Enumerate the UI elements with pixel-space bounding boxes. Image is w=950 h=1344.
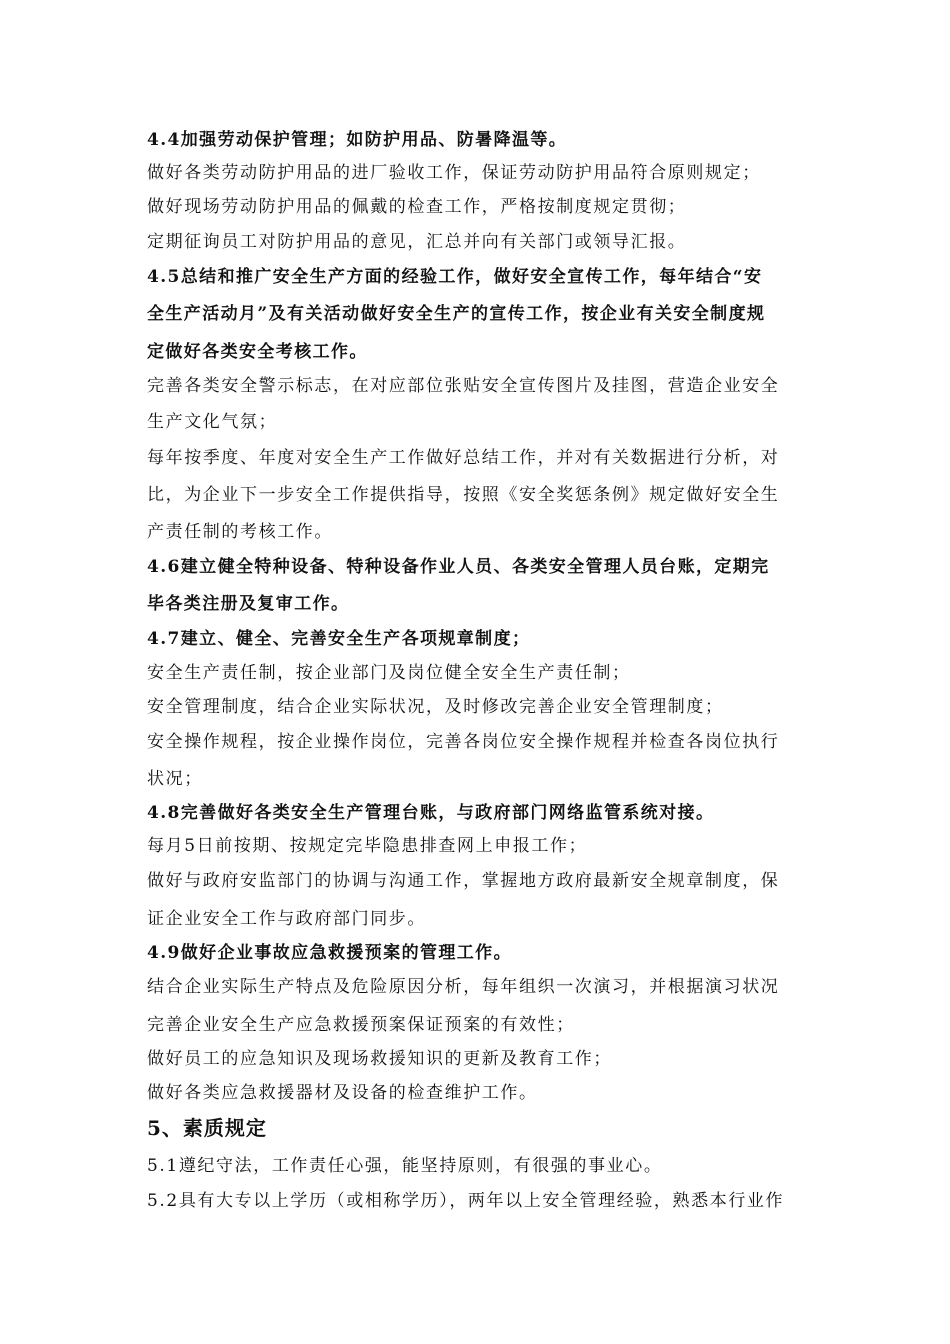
section-4-6-heading: 4.6建立健全特种设备、特种设备作业人员、各类安全管理人员台账，定期完	[147, 557, 770, 577]
paragraph-line: 生产文化气氛；	[147, 412, 278, 432]
section-4-7-heading: 4.7建立、健全、完善安全生产各项规章制度；	[147, 629, 531, 649]
paragraph-line: 做好员工的应急知识及现场救援知识的更新及教育工作；	[147, 1049, 612, 1069]
paragraph-line: 完善各类安全警示标志，在对应部位张贴安全宣传图片及挂图，营造企业安全	[147, 376, 780, 396]
section-5-heading: 5、素质规定	[147, 1116, 267, 1140]
section-4-5-heading: 全生产活动月”及有关活动做好安全生产的宣传工作，按企业有关安全制度规	[147, 304, 766, 324]
paragraph-line: 证企业安全工作与政府部门同步。	[147, 909, 426, 929]
paragraph-line: 每月5日前按期、按规定完毕隐患排查网上申报工作；	[147, 836, 588, 856]
section-4-8-heading: 4.8完善做好各类安全生产管理台账，与政府部门网络监管系统对接。	[147, 803, 715, 823]
paragraph-line: 5.1遵纪守法，工作责任心强，能坚持原则，有很强的事业心。	[147, 1156, 663, 1176]
paragraph-line: 比，为企业下一步安全工作提供指导，按照《安全奖惩条例》规定做好安全生	[147, 485, 780, 505]
paragraph-line: 做好各类应急救援器材及设备的检查维护工作。	[147, 1083, 538, 1103]
paragraph-line: 安全生产责任制，按企业部门及岗位健全安全生产责任制；	[147, 663, 631, 683]
paragraph-line: 产责任制的考核工作。	[147, 522, 333, 542]
section-4-4-heading: 4.4加强劳动保护管理；如防护用品、防暑降温等。	[147, 130, 568, 150]
section-4-6-heading: 毕各类注册及复审工作。	[147, 594, 350, 614]
paragraph-line: 做好与政府安监部门的协调与沟通工作，掌握地方政府最新安全规章制度，保	[147, 871, 780, 891]
paragraph-line: 做好各类劳动防护用品的进厂验收工作，保证劳动防护用品符合原则规定；	[147, 163, 761, 183]
paragraph-line: 安全操作规程，按企业操作岗位，完善各岗位安全操作规程并检查各岗位执行	[147, 732, 780, 752]
paragraph-line: 状况；	[147, 769, 203, 789]
paragraph-line: 每年按季度、年度对安全生产工作做好总结工作，并对有关数据进行分析，对	[147, 448, 780, 468]
paragraph-line: 安全管理制度，结合企业实际状况，及时修改完善企业安全管理制度；	[147, 697, 724, 717]
section-4-5-heading: 4.5总结和推广安全生产方面的经验工作，做好安全宣传工作，每年结合“安	[147, 267, 763, 287]
paragraph-line: 做好现场劳动防护用品的佩戴的检查工作，严格按制度规定贯彻；	[147, 197, 687, 217]
section-4-5-heading: 定做好各类安全考核工作。	[147, 342, 368, 362]
paragraph-line: 结合企业实际生产特点及危险原因分析，每年组织一次演习，并根据演习状况	[147, 977, 780, 997]
section-4-9-heading: 4.9做好企业事故应急救援预案的管理工作。	[147, 943, 512, 963]
paragraph-line: 5.2具有大专以上学历（或相称学历），两年以上安全管理经验，熟悉本行业作	[147, 1191, 785, 1211]
paragraph-line: 定期征询员工对防护用品的意见，汇总并向有关部门或领导汇报。	[147, 232, 687, 252]
paragraph-line: 完善企业安全生产应急救援预案保证预案的有效性；	[147, 1015, 575, 1035]
